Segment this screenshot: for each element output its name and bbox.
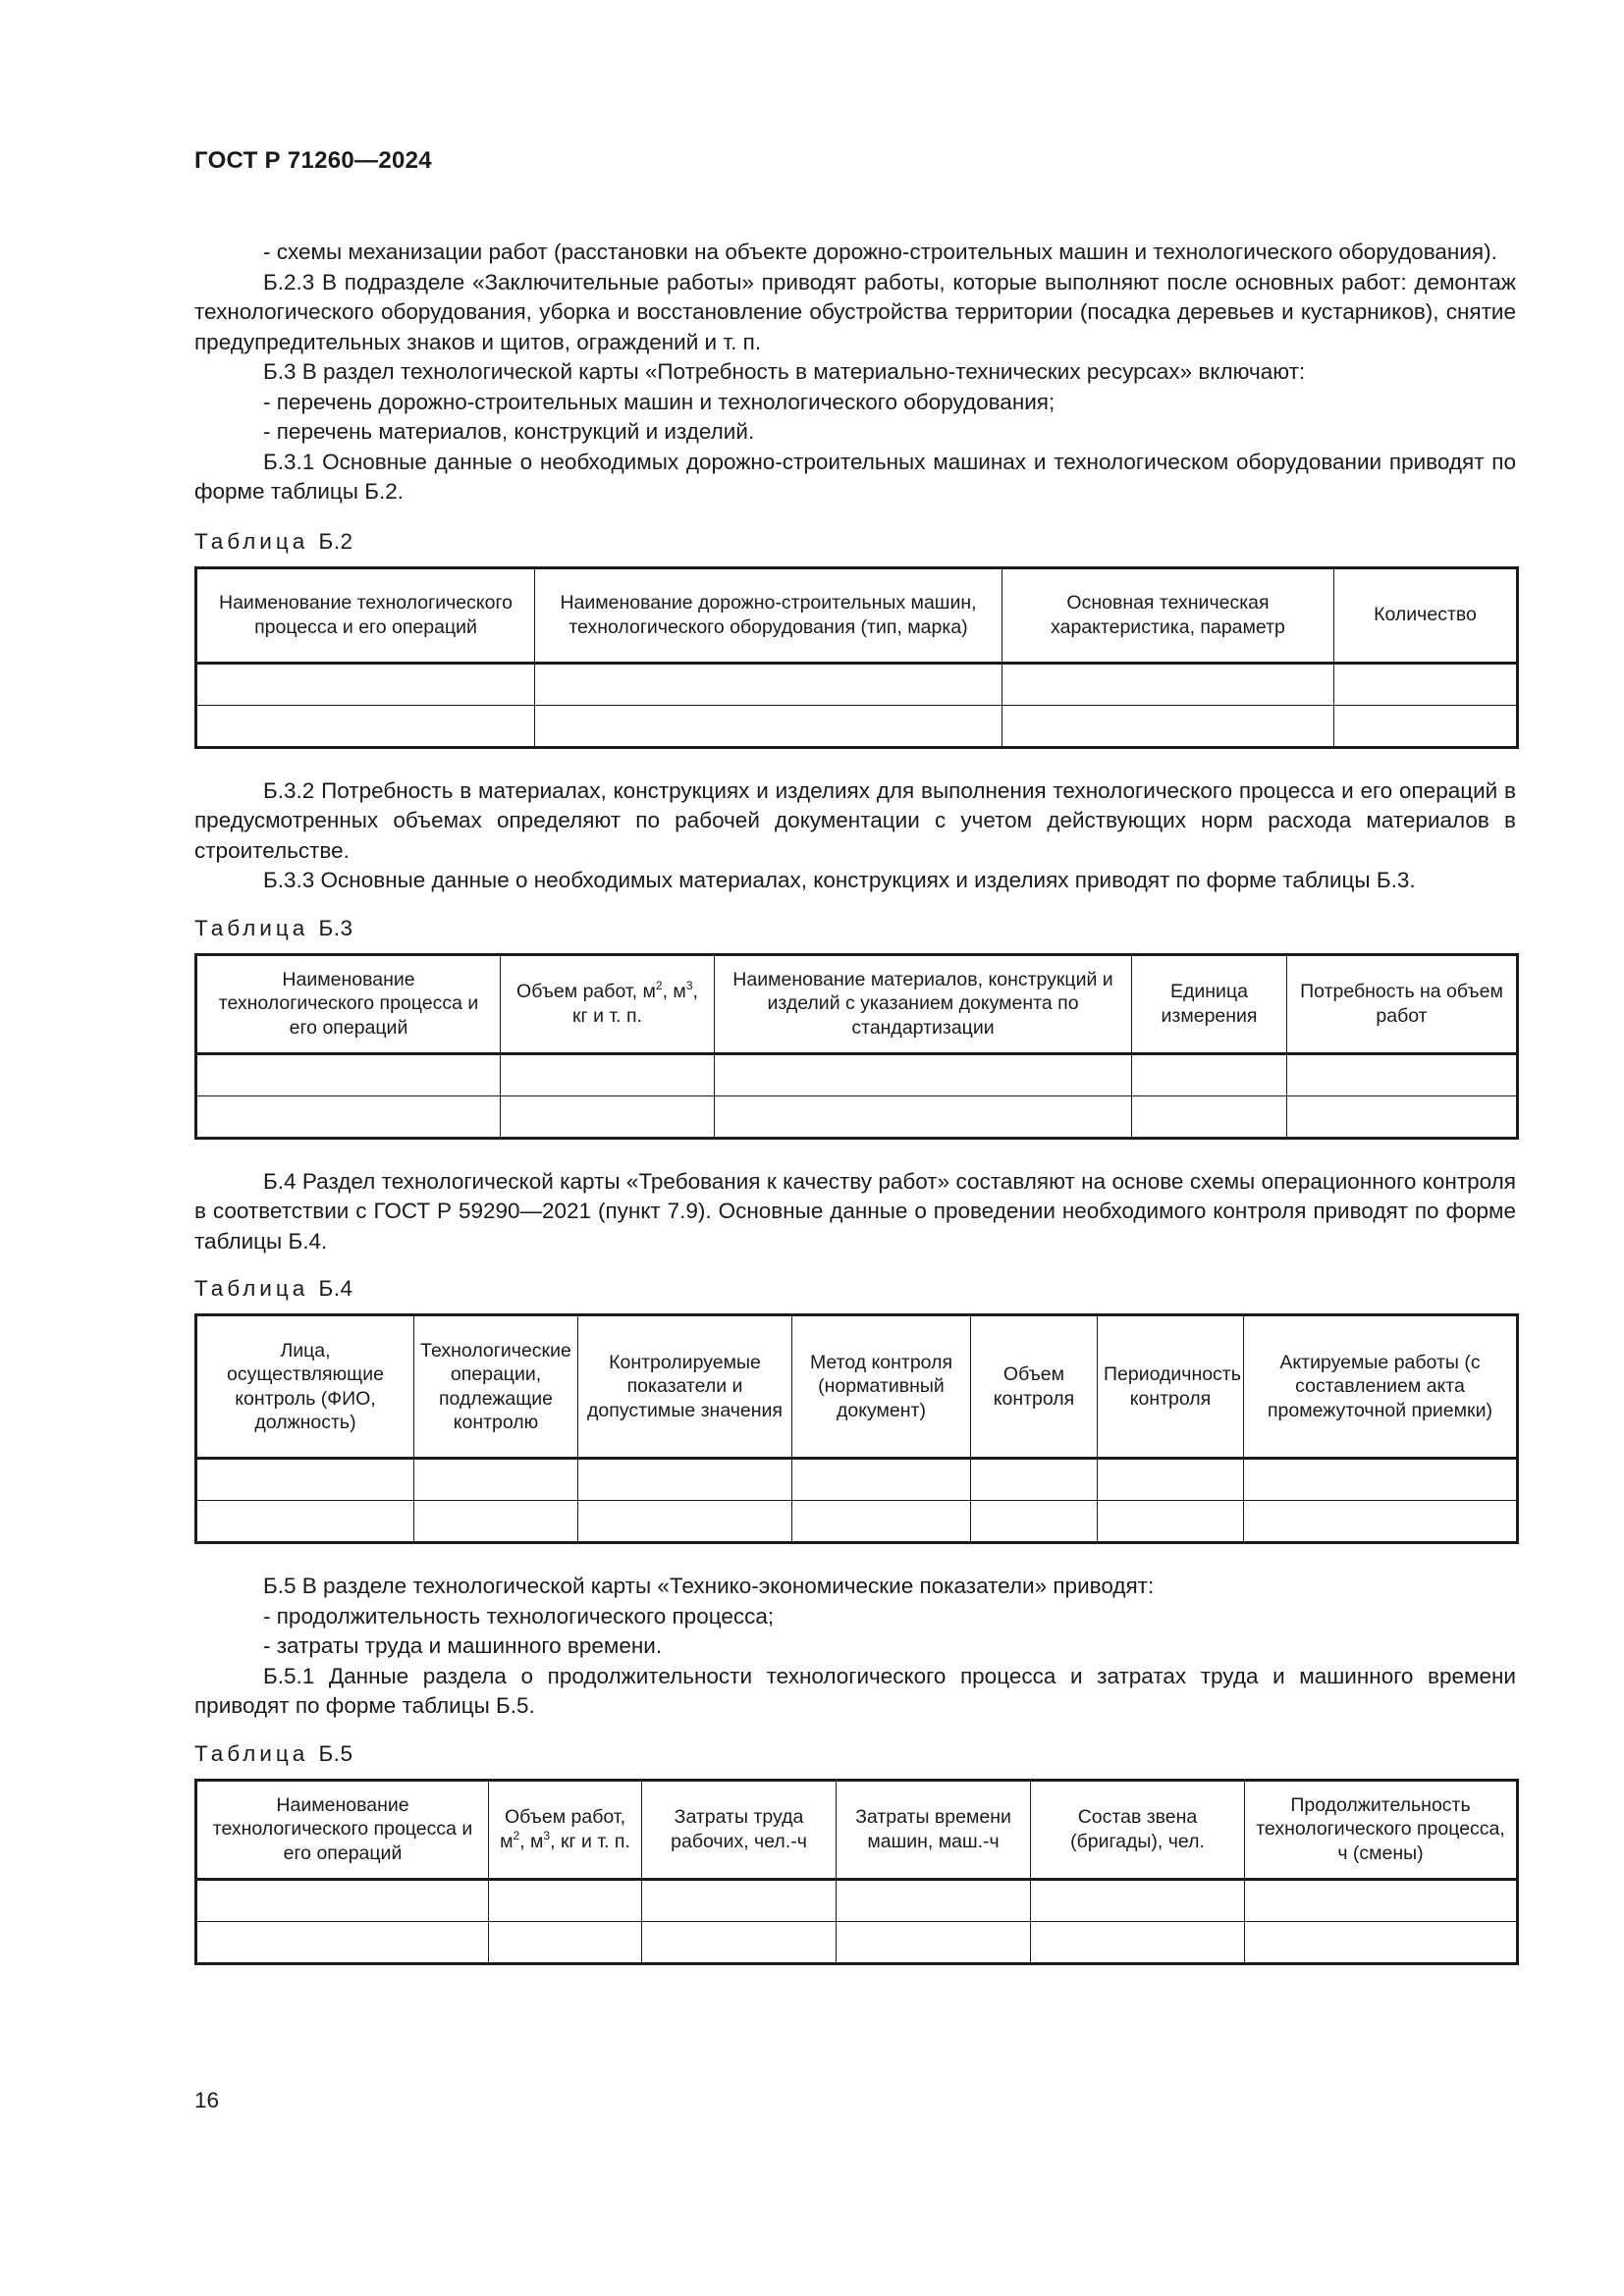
table-row [196, 1501, 1518, 1543]
table-caption-word: Таблица [194, 528, 309, 554]
table-row [196, 1879, 1518, 1921]
table-cell [414, 1459, 578, 1501]
table-cell [578, 1501, 792, 1543]
document-header-title: ГОСТ Р 71260—2024 [194, 147, 432, 174]
paragraph-list-duration: - продолжительность технологического процесса; [263, 1603, 775, 1629]
table-b4 [194, 1313, 1519, 1544]
table-b2-caption [194, 529, 1516, 555]
table-header-cell: Наименование технологического процесса и его операций [196, 567, 535, 663]
table-header-row [196, 567, 1518, 663]
table-caption-word: Таблица [194, 1740, 309, 1766]
table-header-cell: Объем работ, $м^2$, $м^3$, кг и т. п. [501, 954, 715, 1053]
table-header-cell: Актируемые работы (с составлением акта промежуточной приемки) [1244, 1315, 1518, 1459]
table-cell [1334, 663, 1518, 705]
table-cell [1244, 1459, 1518, 1501]
table-caption-word: Таблица [194, 1276, 309, 1301]
table-cell [196, 1053, 501, 1095]
table-header-cell: Наименование технологического процесса и его операций [196, 954, 501, 1053]
table-cell [196, 1501, 414, 1543]
table-cell [792, 1501, 971, 1543]
paragraph-b5: Б.5 В разделе технологической карты «Технико-экономические показатели» приводят: [263, 1574, 1155, 1598]
table-row [196, 705, 1518, 747]
table-cell [501, 1095, 715, 1138]
table-cell [837, 1921, 1031, 1963]
table-cell [1132, 1095, 1287, 1138]
table-header-cell: Периодичность контроля [1098, 1315, 1244, 1459]
table-header-cell: Основная техническая характеристика, параметр [1002, 567, 1334, 663]
table-cell [1287, 1095, 1518, 1138]
table-caption-number: Б.4 [318, 1276, 353, 1301]
table-cell [715, 1053, 1132, 1095]
table-header-row [196, 1780, 1518, 1879]
table-caption-number: Б.2 [318, 528, 353, 554]
table-header-cell: Технологические операции, подлежащие контролю [414, 1315, 578, 1459]
table-cell [642, 1879, 837, 1921]
table-row [196, 1459, 1518, 1501]
table-cell [1334, 705, 1518, 747]
table-cell [535, 705, 1002, 747]
paragraph-b5-1: Б.5.1 Данные раздела о продолжительности технологического процесса и затратах труда и машинного времени приводят по форме таблицы Б.5. [194, 1663, 1516, 1718]
table-cell [642, 1921, 837, 1963]
paragraph-b2-3: Б.2.3 В подразделе «Заключительные работы» приводят работы, которые выполняют после основных работ: демонтаж технологического оборудования, уборка и восстановление обустройства территории (посадка деревьев и кустарников), снятие предупредительных знаков и щитов, ограждений и т. п. [194, 269, 1516, 354]
table-header-cell: Контролируемые показатели и допустимые значения [578, 1315, 792, 1459]
table-row [196, 663, 1518, 705]
table-header-cell: Затраты времени машин, маш.-ч [837, 1780, 1031, 1879]
table-cell [1002, 705, 1334, 747]
table-header-cell: Наименование материалов, конструкций и изделий с указанием документа по стандартизации [715, 954, 1132, 1053]
table-header-row [196, 1315, 1518, 1459]
table-header-cell: Количество [1334, 567, 1518, 663]
paragraph-b3-2: Б.3.2 Потребность в материалах, конструкциях и изделиях для выполнения технологического процесса и его операций в предусмотренных объемах определяют по рабочей документации с учетом действующих норм расхода материалов в строительстве. [194, 777, 1516, 863]
table-cell [1245, 1879, 1518, 1921]
table-header-cell: Затраты труда рабочих, чел.-ч [642, 1780, 837, 1879]
paragraph-list-labor: - затраты труда и машинного времени. [263, 1633, 663, 1658]
table-cell [501, 1053, 715, 1095]
table-b3-caption [194, 916, 1516, 941]
document-page [194, 147, 1516, 1993]
table-cell [1245, 1921, 1518, 1963]
table-b5-caption [194, 1741, 1516, 1767]
table-cell [971, 1501, 1098, 1543]
table-header-row [196, 954, 1518, 1053]
table-caption-word: Таблица [194, 915, 309, 940]
table-cell [715, 1095, 1132, 1138]
paragraph-b3-3: Б.3.3 Основные данные о необходимых материалах, конструкциях и изделиях приводят по форме таблицы Б.3. [263, 868, 1416, 892]
table-cell [196, 705, 535, 747]
table-cell [971, 1459, 1098, 1501]
table-b2 [194, 566, 1519, 749]
table-cell [489, 1921, 642, 1963]
table-cell [535, 663, 1002, 705]
table-cell [1287, 1053, 1518, 1095]
table-cell [196, 1921, 489, 1963]
table-cell [196, 1879, 489, 1921]
table-row [196, 1921, 1518, 1963]
table-b5 [194, 1779, 1519, 1965]
table-cell [196, 1459, 414, 1501]
paragraph-b3-1: Б.3.1 Основные данные о необходимых дорожно-строительных машинах и технологическом оборудовании приводят по форме таблицы Б.2. [194, 449, 1516, 504]
table-cell [792, 1459, 971, 1501]
table-row [196, 1095, 1518, 1138]
paragraph-mechanization-schemes: - схемы механизации работ (расстановки на объекте дорожно-строительных машин и технологического оборудования). [263, 240, 1497, 264]
table-cell [1031, 1921, 1245, 1963]
table-cell [196, 1095, 501, 1138]
table-header-cell: Наименование технологического процесса и его операций [196, 1780, 489, 1879]
table-header-cell: Наименование дорожно-строительных машин, технологического оборудования (тип, марка) [535, 567, 1002, 663]
table-cell [1098, 1501, 1244, 1543]
table-header-cell: Продолжительность технологического процесса, ч (смены) [1245, 1780, 1518, 1879]
table-header-cell: Объем работ, $м^2$, $м^3$, кг и т. п. [489, 1780, 642, 1879]
table-cell [414, 1501, 578, 1543]
table-header-cell: Потребность на объем работ [1287, 954, 1518, 1053]
paragraph-b4: Б.4 Раздел технологической карты «Требования к качеству работ» составляют на основе схемы операционного контроля в соответствии с ГОСТ Р 59290—2021 (пункт 7.9). Основные данные о проведении необходимого контроля приводят по форме таблицы Б.4. [194, 1168, 1516, 1254]
table-cell [578, 1459, 792, 1501]
table-cell [196, 663, 535, 705]
table-header-cell: Метод контроля (нормативный документ) [792, 1315, 971, 1459]
table-header-cell: Единица измерения [1132, 954, 1287, 1053]
table-cell [489, 1879, 642, 1921]
table-caption-number: Б.5 [318, 1740, 353, 1766]
paragraph-list-materials: - перечень материалов, конструкций и изделий. [263, 419, 755, 444]
table-cell [1031, 1879, 1245, 1921]
table-caption-number: Б.3 [318, 915, 353, 940]
paragraph-b3: Б.3 В раздел технологической карты «Потребность в материально-технических ресурсах» включают: [263, 359, 1306, 384]
table-header-cell: Лица, осуществляющие контроль (ФИО, должность) [196, 1315, 414, 1459]
table-cell [1098, 1459, 1244, 1501]
table-header-cell: Состав звена (бригады), чел. [1031, 1780, 1245, 1879]
paragraph-list-machines: - перечень дорожно-строительных машин и технологического оборудования; [263, 389, 1056, 414]
table-b4-caption [194, 1276, 1516, 1302]
table-cell [837, 1879, 1031, 1921]
table-cell [1132, 1053, 1287, 1095]
table-row [196, 1053, 1518, 1095]
page-number: 16 [194, 2088, 220, 2112]
table-cell [1002, 663, 1334, 705]
table-cell [1244, 1501, 1518, 1543]
table-b3 [194, 953, 1519, 1140]
table-header-cell: Объем контроля [971, 1315, 1098, 1459]
